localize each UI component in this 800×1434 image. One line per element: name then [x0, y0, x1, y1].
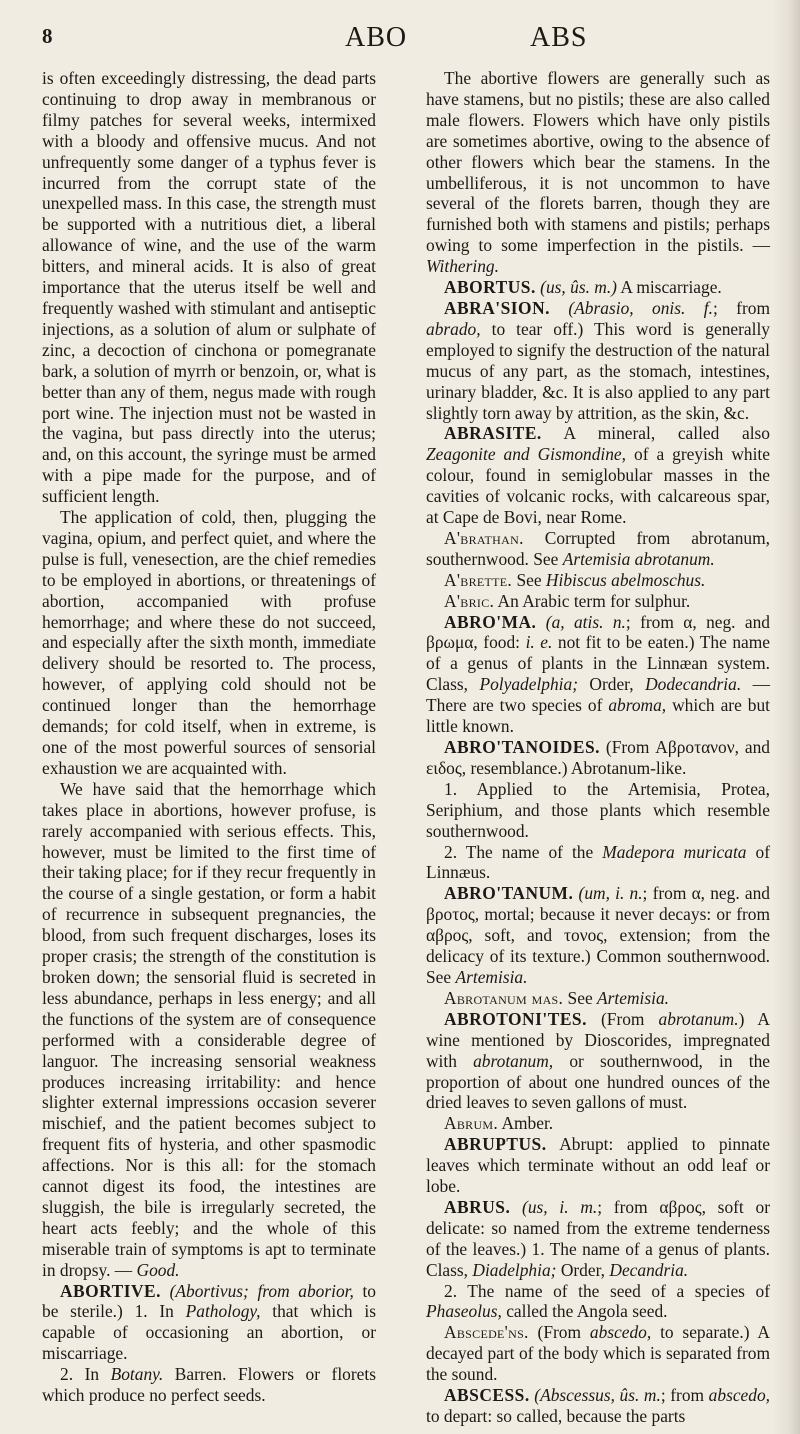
cross-reference: Artemisia.	[597, 987, 670, 1008]
entry-abrotanoides	[426, 737, 770, 779]
entry-abrus	[426, 1197, 770, 1281]
etymology-word: abscedo,	[708, 1385, 771, 1406]
entry-abrotanoides-sense-2	[426, 842, 770, 884]
etymology-connector: ; from	[660, 1385, 705, 1406]
etymology-word: abrotanum.	[658, 1008, 739, 1029]
definition-text: to depart: so called, because the parts	[426, 1406, 686, 1426]
headword: ABRUS.	[444, 1196, 511, 1217]
definition-text: A miscarriage.	[620, 277, 722, 298]
page-edge-shadow	[772, 0, 800, 1434]
headword: ABRASITE.	[444, 423, 542, 444]
etymology: (From Αβροτανον, and ειδος, resemblance.) Abrotanum-like.	[426, 737, 770, 778]
entry-abrathan	[426, 528, 770, 570]
definition-text: to tear off.) This word is generally employed to signify the destruction of the natural mucus of any part, as the stomach, intestines, urinary bladder, &c. It is also applied to any part slightly torn away by attrition, as the skin, &c.	[426, 318, 770, 423]
abortive-flowers-paragraph	[426, 68, 770, 277]
definition-text: or southernwood, in the proportion of about one hundred ounces of the dried leaves to seven gallons of must.	[426, 1050, 771, 1113]
synonyms: Zeagonite and Gismondine,	[426, 444, 627, 465]
grammar: (us, ûs. m.)	[540, 277, 617, 298]
etymology: (From	[537, 1322, 582, 1343]
right-running-head: ABS	[530, 22, 588, 53]
etymology: (Abrasio, onis. f.	[568, 297, 713, 318]
headword: ABRO'MA.	[444, 611, 537, 632]
etymology: (Abscessus, ûs. m.	[534, 1385, 661, 1406]
headword: ABRO'TANUM.	[444, 883, 574, 904]
entry-abroma	[426, 612, 770, 737]
right-column	[426, 68, 771, 1426]
grammar: (a, atis. n.	[545, 611, 626, 632]
definition-text: to be sterile.) 1. In	[42, 1280, 376, 1322]
headword: Abscede'ns.	[444, 1322, 529, 1343]
definition-text: An Arabic term for sulphur.	[497, 590, 691, 611]
left-column	[42, 68, 376, 1410]
entry-abrotanoides-sense-1: 1. Applied to the Artemisia, Protea, Seriphium, and those plants which resemble southernwood.	[426, 778, 770, 841]
definition-text: Abrupt: applied to pinnate leaves which terminate without an odd leaf or lobe.	[426, 1134, 771, 1197]
class-name: Polyadelphia;	[479, 674, 578, 695]
definition-text: of Linnæus.	[426, 841, 770, 883]
order-label: Order,	[560, 1259, 606, 1280]
definition-text: to separate.) A decayed part of the body which is separated from the sound.	[426, 1322, 770, 1385]
definition-text: Corrupted from abrotanum, southernwood. See	[426, 527, 770, 569]
etymology-word: abscedo,	[589, 1322, 652, 1343]
definition-text: called the Angola seed.	[506, 1301, 668, 1322]
class-name: Diadelphia;	[472, 1259, 557, 1280]
etymology: (Abortivus; from aborior,	[169, 1280, 354, 1301]
genus-name: Phaseolus,	[426, 1301, 502, 1322]
headword: ABSCESS.	[444, 1385, 530, 1406]
order-label: Order,	[589, 674, 634, 695]
entry-abortus	[426, 277, 770, 298]
abortion-continued-paragraph: is often exceedingly distressing, the dead parts continuing to drop away in membranous or filmy patches for several weeks, intermixed with a bloody and offensive mucus. And not unfrequently some danger of a typhus fever is incurred from the corrupt state of the unexpelled mass. In this case, the strength must be supported with a nutritious diet, a liberal allowance of wine, and the use of the warm bitters, and mineral acids. It is also of great importance that the uterus itself be well and frequently washed with stimulant and antiseptic injections, as a solution of alum or sulphate of zinc, a decoction of cinchona or pomegranate bark, a solution of myrrh or benzoin, or, what is better than any of them, negus made with rough port wine. The injection must not be wasted in the vagina, but pass directly into the uterus; and, on this account, the syringe must be armed with a pipe made for the purpose, and of sufficient length.	[42, 68, 376, 507]
entry-abscess	[426, 1385, 770, 1427]
abbreviation: i. e.	[525, 632, 553, 653]
entry-abscedens	[426, 1322, 770, 1385]
definition-text: that which is capable of occasioning an abortion, or miscarriage.	[42, 1301, 376, 1364]
page-number: 8	[42, 24, 53, 48]
grammar: (us, i. m.	[522, 1196, 598, 1217]
field-label: Botany.	[110, 1364, 164, 1385]
headword: ABRO'TANOIDES.	[444, 737, 600, 757]
headword: ABRUPTUS.	[444, 1134, 547, 1155]
hemorrhage-remedies-paragraph: The application of cold, then, plugging the vagina, opium, and perfect quiet, and where the pulse is full, venesection, are the chief remedies to be employed in abortions, or threatenings of abortion, accompanied with profuse hemorrhage; and where these do not succeed, and especially after the sixth month, immediate delivery should be resorted to. The process, however, of applying cold should not be continued longer than the hemorrhage demands; for cold itself, when in extreme, is one of the most powerful sources of sensorial exhaustion we are acquainted with.	[42, 507, 376, 778]
headword: ABORTUS.	[444, 277, 536, 298]
plant-name: abrotanum,	[473, 1050, 554, 1071]
definition-text: ; from αβρος, soft or delicate: so named from the extreme tenderness of the leaves.) 1. The name of a genus of plants. Class,	[426, 1196, 770, 1280]
definition-text: ; from α, neg. and βρωμα, food:	[426, 611, 770, 653]
entry-abrum	[426, 1113, 770, 1134]
definition-text: 2. The name of the	[444, 841, 594, 862]
page-header	[0, 12, 800, 60]
hemorrhage-effects-paragraph	[42, 779, 376, 1281]
definition-text: 2. The name of the seed of a species of	[444, 1280, 770, 1301]
entry-abrasite	[426, 423, 770, 528]
etymology-connector: ; from	[712, 297, 770, 318]
definition-text: Amber.	[501, 1113, 554, 1134]
cross-reference: Artemisia abrotanum.	[562, 548, 715, 569]
headword: A'brette.	[444, 569, 513, 590]
order-name: Dodecandria.	[645, 674, 742, 695]
entry-abrus-sense-2	[426, 1281, 770, 1323]
definition-text: of a greyish white colour, found in semiglobular masses in the cavities of volcanic rocks, with calcareous spar, at Cape de Bovi, near Rome.	[426, 444, 770, 528]
sense-number: 2. In	[60, 1364, 100, 1385]
definition-text: See	[516, 569, 542, 590]
genus-name: abroma,	[608, 695, 667, 716]
etymology-word: abrado,	[426, 318, 481, 339]
entry-abruptus	[426, 1134, 770, 1197]
entry-abrotanum	[426, 883, 770, 988]
definition-text: — There are two species of	[426, 674, 770, 716]
cross-reference: Artemisia.	[455, 966, 528, 987]
definition-text: See	[567, 987, 593, 1008]
definition-text: Barren. Flowers or florets which produce no perfect seeds.	[42, 1364, 376, 1406]
definition-text: which are but little known.	[426, 695, 770, 737]
headword: A'brathan.	[444, 527, 524, 548]
entry-abortive-sense-2	[42, 1364, 376, 1406]
headword: Abrotanum mas.	[444, 987, 564, 1008]
headword: A'bric.	[444, 590, 495, 611]
author-citation: Withering.	[426, 256, 499, 277]
grammar: (um, i. n.	[578, 883, 643, 904]
headword: Abrum.	[444, 1113, 499, 1134]
entry-abortive	[42, 1281, 376, 1365]
headword: ABORTIVE.	[60, 1280, 162, 1301]
definition-text: ) A wine mentioned by Dioscorides, impregnated with	[426, 1008, 770, 1071]
entry-abric	[426, 591, 770, 612]
field-label: Pathology,	[185, 1301, 261, 1322]
left-running-head: ABO	[345, 22, 408, 53]
entry-abrotonites	[426, 1009, 770, 1114]
paragraph-text: The abortive flowers are generally such as have stamens, but no pistils; these are also called male flowers. Flowers which have only pistils are sometimes abortive, owing to the absence of other flowers which bear the stamens. In the umbelliferous, it is not uncommon to have several of the florets barren, though they are furnished both with stamens and pistils; perhaps owing to some imperfection in the pistils. —	[426, 68, 770, 256]
headword: ABROTONI'TES.	[444, 1008, 587, 1029]
etymology: (From	[600, 1008, 645, 1029]
entry-abrotanum-mas	[426, 988, 770, 1009]
paragraph-text: We have said that the hemorrhage which takes place in abortions, however profuse, is rarely accompanied with serious effects. This, however, must be limited to the first time of their taking place; for if they recur frequently in the course of a single gestation, or form a habit of recurrence in subsequent pregnancies, the blood, from such frequent discharges, loses its proper crasis; the strength of the constitution is broken down; the sensorial fluid is secreted in less abundance, perhaps in less energy; and all the functions of the system are of consequence performed with a considerable degree of languor. The increasing sensorial weakness produces increasing irritability: and hence slighter external impressions occasion severer mischief, and the patient becomes subject to frequent fits of hysteria, and other spasmodic affections. Nor is this all: for the stomach cannot digest its food, the intestines are sluggish, the bile is irregularly secreted, the heart acts feebly; and the whole of this miserable train of symptoms is apt to terminate in dropsy. —	[42, 778, 376, 1280]
headword: ABRA'SION.	[444, 297, 550, 318]
author-citation: Good.	[136, 1259, 180, 1280]
entry-abrette	[426, 570, 770, 591]
cross-reference: Hibiscus abelmoschus.	[545, 569, 706, 590]
definition-text: A mineral, called also	[563, 423, 771, 444]
definition-text: not fit to be eaten.) The name of a genus of plants in the Linnæan system. Class,	[426, 632, 770, 695]
entry-abrasion	[426, 298, 770, 423]
definition-text: ; from α, neg. and βροτος, mortal; because it never decays: or from αβρος, soft, and τονος, extension; from the delicacy of its texture.) Common southernwood. See	[426, 883, 770, 987]
species-name: Madepora muricata	[602, 841, 747, 862]
order-name: Decandria.	[609, 1259, 689, 1280]
